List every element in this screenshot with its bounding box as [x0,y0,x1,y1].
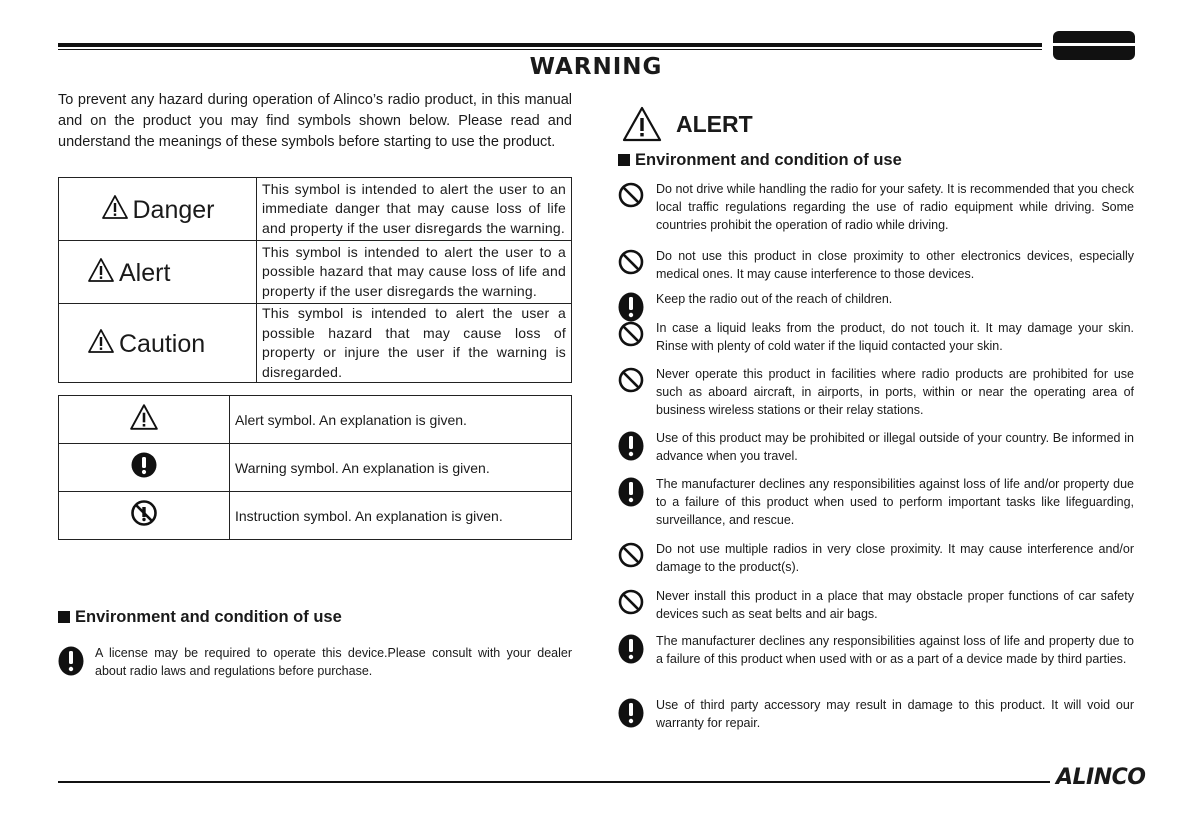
exclamation-circle-icon [618,634,644,664]
alert-title: ALERT [676,111,753,137]
item-text: Keep the radio out of the reach of children. [656,292,893,306]
exclamation-circle-icon [618,477,644,507]
right-section-heading: Environment and condition of use [618,151,902,170]
square-bullet-icon [58,611,70,623]
table-row [59,241,572,304]
exclamation-circle-icon [618,698,644,728]
square-bullet-icon [618,154,630,166]
prohibited-icon [618,367,644,393]
page-title: WARNING [529,54,663,80]
prohibited-icon [618,542,644,568]
exclamation-circle-icon [618,477,644,512]
symbol-cell [59,492,230,540]
list-item [618,429,1134,465]
symbols-table [58,395,572,540]
list-item [618,180,1134,234]
prohibited-icon [618,589,644,615]
exclamation-circle-icon [618,431,644,466]
top-rule [58,43,1042,47]
item-text: The manufacturer declines any responsibilities against loss of life and property due to a failure of this product when used with or as a part of a device made by third parties. [656,634,1134,666]
prohibited-icon [618,249,644,280]
symbol-cell [59,396,230,444]
top-rule-thin [58,49,1042,50]
exclamation-circle-icon [618,634,644,669]
item-text: A license may be required to operate this device.Please consult with your dealer about radio laws and regulations before purchase. [95,646,572,678]
table-row [59,444,572,492]
item-text: Never operate this product in facilities where radio products are prohibited for use such as aboard aircraft, in airports, in ports, within or near the operating area of business wireless stations or their relay stations. [656,367,1134,417]
item-text: Do not use this product in close proximity to other electronics devices, especially medical ones. It may cause interference to those devices. [656,249,1134,281]
list-item [618,475,1134,529]
prohibited-icon [130,499,158,527]
table-row [59,396,572,444]
exclamation-circle-icon [618,698,644,733]
item-text: Never install this product in a place that may obstacle proper functions of car safety devices such as seat belts and air bags. [656,589,1134,621]
item-text: Do not drive while handling the radio for your safety. It is recommended that you check local traffic regulations regarding the use of radio equipment while driving. Some countries prohibit the operation of radio while driving. [656,182,1134,232]
danger-label: Danger [132,195,215,224]
warning-symbol-description: Warning symbol. An explanation is given. [230,444,572,492]
alert-label: Alert [119,258,171,287]
alert-symbol-description: Alert symbol. An explanation is given. [230,396,572,444]
left-section-heading: Environment and condition of use [58,608,342,627]
alert-label-cell [59,241,257,304]
triangle-alert-icon [129,403,159,431]
table-row [59,304,572,383]
prohibited-icon [618,249,644,275]
table-row [59,492,572,540]
triangle-alert-icon [87,328,115,354]
alert-description: This symbol is intended to alert the user to a possible hazard that may cause loss of life and property if the user disregards the warning. [257,241,572,304]
exclamation-circle-icon [131,452,157,478]
triangle-alert-icon [101,194,129,220]
list-item [618,632,1134,668]
hazard-levels-table [58,177,572,383]
caution-description: This symbol is intended to alert the user a possible hazard that may cause loss of property or injure the user if the warning is disregarded. [257,304,572,383]
danger-label-cell [59,178,257,241]
list-item [618,696,1134,732]
exclamation-circle-icon [618,431,644,461]
list-item [618,319,1134,355]
symbol-cell [59,444,230,492]
prohibited-icon [618,367,644,398]
list-item [58,644,572,680]
item-text: Do not use multiple radios in very close proximity. It may cause interference and/or damage to the product(s). [656,542,1134,574]
prohibited-icon [618,182,644,208]
page-tab-line [1053,43,1135,46]
item-text: The manufacturer declines any responsibilities against loss of life and/or property due to a failure of this product when used to perform important tasks like lifeguarding, surveillance, and rescue. [656,477,1134,527]
triangle-alert-icon [622,106,662,142]
item-text: In case a liquid leaks from the product, do not touch it. It may damage your skin. Rinse with plenty of cold water if the liquid contacted your skin. [656,321,1134,353]
instruction-symbol-description: Instruction symbol. An explanation is given. [230,492,572,540]
table-row [59,178,572,241]
caution-label-cell [59,304,257,383]
triangle-alert-icon [87,257,115,283]
alinco-logo: ALINCO [1056,765,1146,790]
danger-description: This symbol is intended to alert the user to an immediate danger that may cause loss of life and property if the user disregards the warning. [257,178,572,241]
caution-label: Caution [119,329,206,358]
list-item [618,365,1134,419]
prohibited-icon [618,321,644,347]
bottom-rule [58,781,1050,783]
prohibited-icon [618,542,644,573]
item-text: Use of third party accessory may result in damage to this product. It will void our warranty for repair. [656,698,1134,730]
list-item [618,540,1134,576]
intro-paragraph: To prevent any hazard during operation of Alinco’s radio product, in this manual and on the product you may find symbols shown below. Please read and understand the meanings of these symbols before starting to use the product. [58,92,572,150]
prohibited-icon [618,182,644,213]
exclamation-circle-icon [58,646,84,676]
prohibited-icon [618,321,644,352]
prohibited-icon [618,589,644,620]
list-item [618,587,1134,623]
exclamation-circle-icon [618,292,644,322]
item-text: Use of this product may be prohibited or illegal outside of your country. Be informed in advance when you travel. [656,431,1134,463]
list-item [618,247,1134,283]
list-item [618,290,1134,308]
